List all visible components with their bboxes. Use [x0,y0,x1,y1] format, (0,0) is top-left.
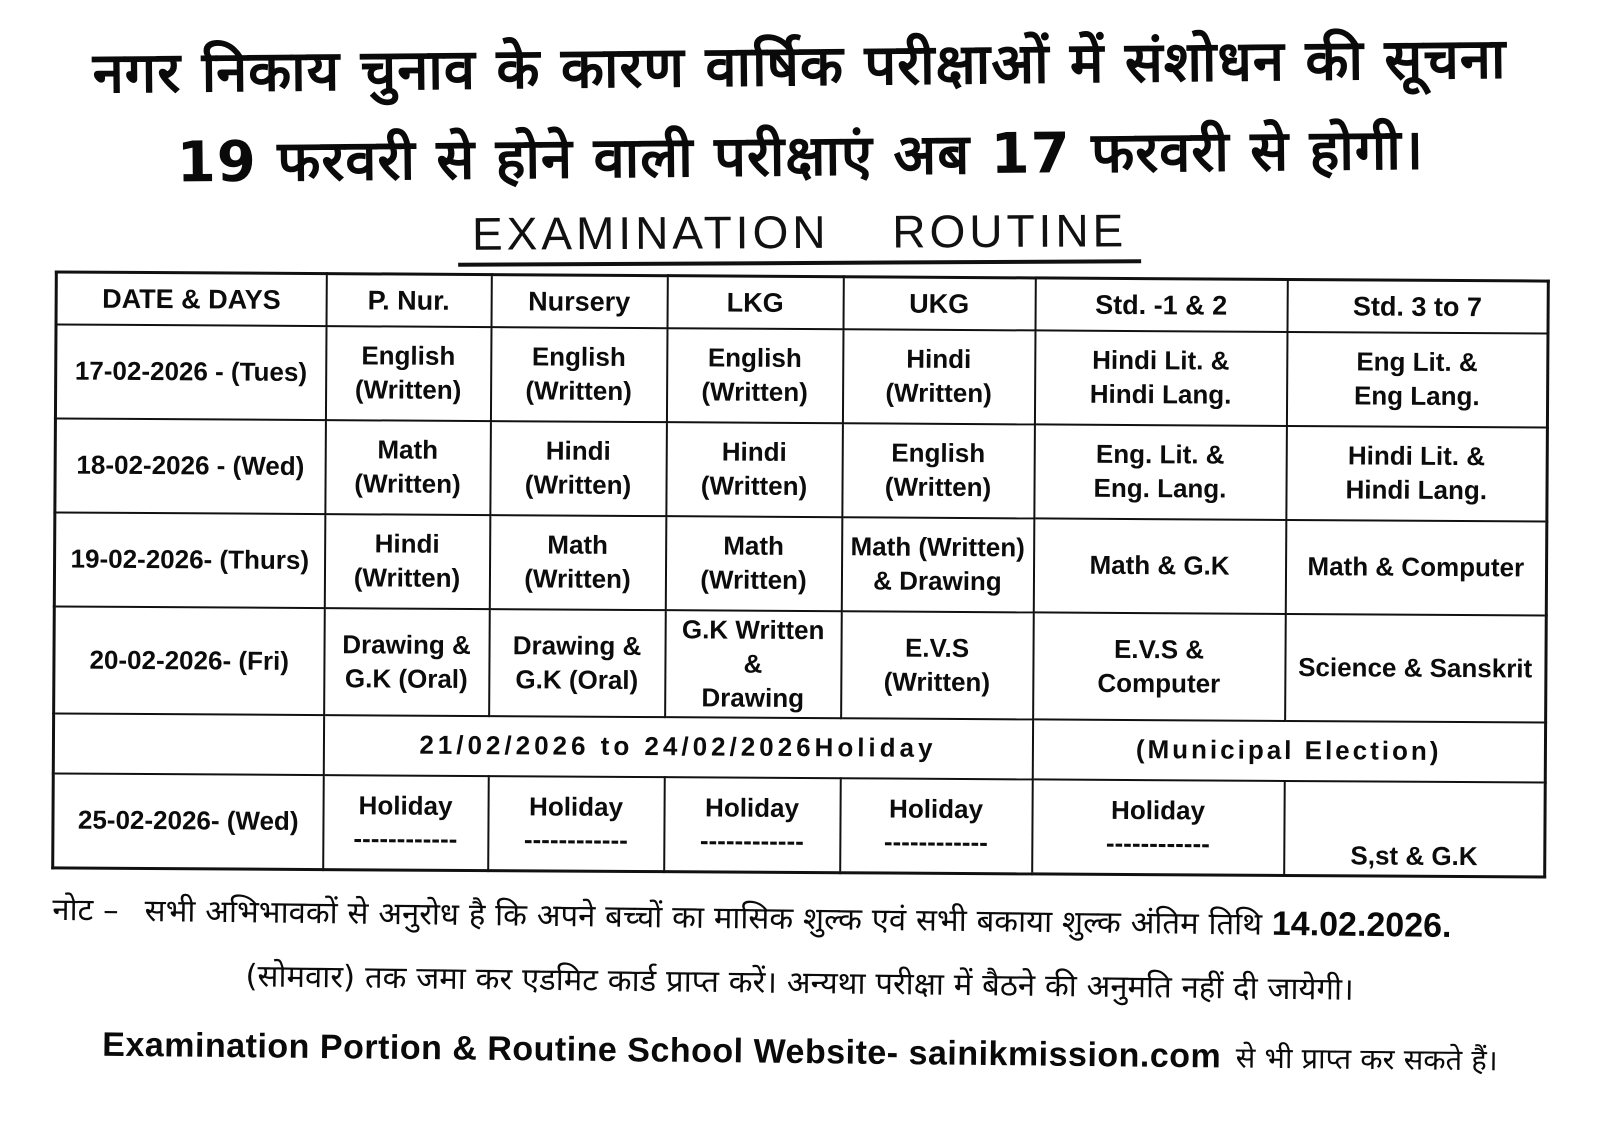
note-line-1 [36,887,1564,948]
table-row [53,607,1546,724]
date-cell: 25-02-2026- (Wed) [52,774,323,870]
date-cell: 17-02-2026 - (Tues) [55,325,326,421]
table-row [54,513,1547,616]
table-row [54,419,1547,522]
subject-cell: Math (Written) & Drawing [841,517,1034,612]
subject-cell: Eng. Lit. & Eng. Lang. [1033,425,1286,521]
note-deadline-date: 14.02.2026. [1271,904,1452,945]
column-header-nursery: Nursery [491,275,667,329]
date-cell: 18-02-2026 - (Wed) [54,419,325,515]
column-header-date-days: DATE & DAYS [56,272,326,326]
subject-cell: Science & Sanskrit [1284,614,1546,723]
column-header-pnur: P. Nur. [326,274,491,328]
table-header-row [56,272,1548,334]
subject-cell: Math (Written) [665,516,842,611]
holiday-cell: Holiday ------------ [487,777,664,873]
table-row [52,774,1545,878]
headline-line-2: 19 फरवरी से होने वाली परीक्षाएं अब 17 फरवरी से होगी। [176,117,1425,196]
notes-block [35,887,1564,1012]
subject-cell: Drawing & G.K (Oral) [488,609,665,717]
subject-cell: Eng Lit. & Eng Lang. [1286,332,1548,428]
date-cell-empty [53,714,323,776]
column-header-lkg: LKG [667,276,843,330]
note-line-2: (सोमवार) तक जमा कर एडमिट कार्ड प्राप्त करें। अन्यथा परीक्षा में बैठने की अनुमति नहीं दी जायेगी। [245,957,1354,1008]
subject-cell: English (Written) [841,423,1034,518]
holiday-cell: Holiday ------------ [322,776,488,872]
subject-cell: Hindi (Written) [324,514,490,609]
subject-cell: Hindi Lit. & Hindi Lang. [1285,426,1547,522]
table-row [55,325,1548,428]
title-wrap [36,205,1564,265]
subject-cell: Hindi (Written) [665,422,842,517]
column-header-std-1-2: Std. -1 & 2 [1034,278,1286,332]
subject-cell: Math (Written) [324,420,490,515]
footer-line [36,1025,1564,1080]
subject-cell: S,st & G.K [1283,782,1545,878]
note-prefix: नोट – [52,891,119,929]
subject-cell: English (Written) [325,326,491,421]
holiday-cell: Holiday ------------ [663,778,840,874]
date-cell: 19-02-2026- (Thurs) [54,513,325,609]
footer-hindi-text: से भी प्राप्त कर सकते हैं। [1235,1040,1498,1077]
subject-cell: English (Written) [666,328,843,423]
holiday-cell: Holiday ------------ [839,779,1032,875]
subject-cell: English (Written) [490,327,667,422]
subject-cell: Math (Written) [489,515,666,610]
subject-cell: Hindi (Written) [489,421,666,516]
subject-cell: Math & Computer [1285,520,1547,616]
subject-cell: E.V.S (Written) [840,611,1033,720]
subject-cell: Drawing & G.K (Oral) [323,608,489,716]
subject-cell: E.V.S & Computer [1032,613,1285,722]
subject-cell: Math & G.K [1033,519,1286,615]
column-header-std-3-7: Std. 3 to 7 [1286,280,1547,334]
headline-line-1: नगर निकाय चुनाव के कारण वार्षिक परीक्षाओं में संशोधन की सूचना [92,26,1507,107]
footer-website-text: Examination Portion & Routine School Website- sainikmission.com [102,1025,1222,1075]
note-body: सभी अभिभावकों से अनुरोध है कि अपने बच्चों का मासिक शुल्क एवं सभी बकाया शुल्क अंतिम तिथि [144,892,1263,943]
subject-cell: Hindi (Written) [842,329,1035,424]
subject-cell: G.K Written & Drawing [664,610,841,718]
column-header-ukg: UKG [843,277,1035,331]
examination-routine-table [51,271,1550,880]
date-cell: 20-02-2026- (Fri) [53,607,324,716]
holiday-span-cell: 21/02/2026 to 24/02/2026Holiday [323,716,1032,780]
examination-routine-title: EXAMINATION ROUTINE [458,203,1142,267]
holiday-span-row [53,714,1545,783]
holiday-cell: Holiday ------------ [1031,780,1284,876]
subject-cell: Hindi Lit. & Hindi Lang. [1034,331,1287,427]
municipal-election-cell: (Municipal Election) [1032,720,1545,783]
headline-block [35,14,1565,209]
